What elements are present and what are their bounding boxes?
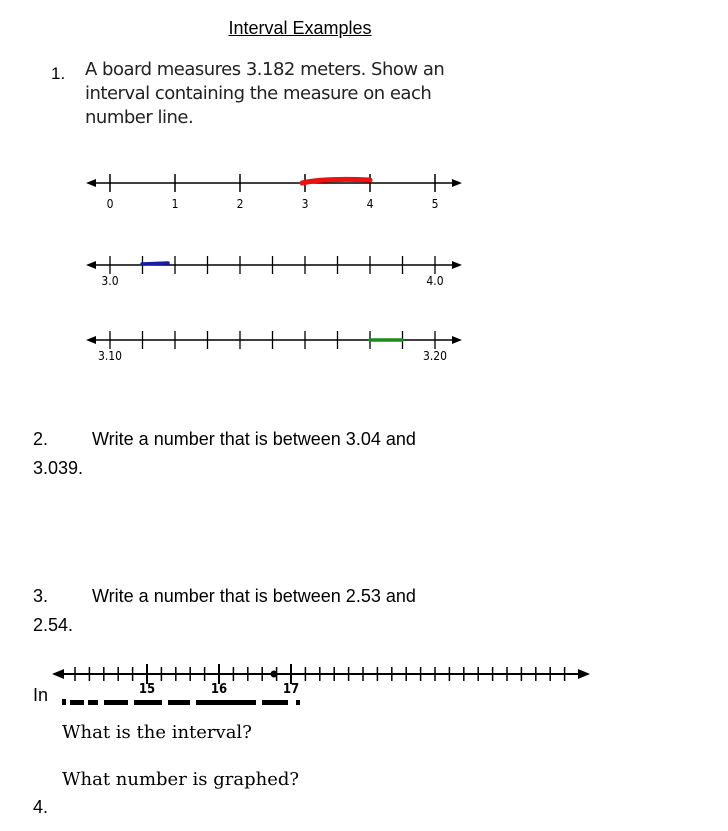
line1-label: 2 bbox=[236, 197, 244, 211]
line1-label: 0 bbox=[106, 197, 114, 211]
number-line-label: 15 bbox=[138, 682, 156, 697]
instruction-text: In bbox=[33, 685, 49, 705]
problem-2 bbox=[33, 425, 416, 483]
problem-2-number: 2. bbox=[33, 429, 49, 449]
problem-1-number: 1. bbox=[51, 64, 66, 83]
problem-4-number: 4. bbox=[33, 797, 49, 817]
line3-label: 3.10 bbox=[97, 349, 123, 363]
problem-2-text: Write a number that is between 3.04 and bbox=[92, 429, 416, 449]
number-line-0-to-5 bbox=[80, 168, 470, 213]
number-line-label: 17 bbox=[282, 682, 300, 697]
sub-question-interval: What is the interval? bbox=[62, 722, 252, 743]
problem-3-text: Write a number that is between 2.53 and bbox=[92, 586, 416, 606]
number-line-label: 16 bbox=[210, 682, 228, 697]
number-line-3.10-to-3.20 bbox=[80, 325, 470, 370]
problem-2-continuation: 3.039. bbox=[33, 458, 84, 478]
problem-3-number: 3. bbox=[33, 586, 49, 606]
line3-label: 3.20 bbox=[422, 349, 448, 363]
number-line-3-to-4 bbox=[80, 250, 470, 295]
problem-1-text: A board measures 3.182 meters. Show an interval containing the measure on each number line. bbox=[85, 59, 445, 128]
line1-label: 1 bbox=[171, 197, 179, 211]
problem-3-continuation: 2.54. bbox=[33, 615, 74, 635]
line2-highlight bbox=[142, 263, 168, 264]
page-title: Interval Examples bbox=[228, 18, 372, 38]
graphed-point bbox=[271, 671, 278, 678]
line1-label: 5 bbox=[431, 197, 439, 211]
line2-label: 4.0 bbox=[426, 274, 444, 288]
sub-question-graphed: What number is graphed? bbox=[62, 769, 300, 790]
line1-label: 4 bbox=[366, 197, 374, 211]
problem-3 bbox=[33, 582, 416, 640]
number-line-15-to-17 bbox=[50, 660, 595, 700]
line1-label: 3 bbox=[301, 197, 309, 211]
line2-label: 3.0 bbox=[101, 274, 119, 288]
